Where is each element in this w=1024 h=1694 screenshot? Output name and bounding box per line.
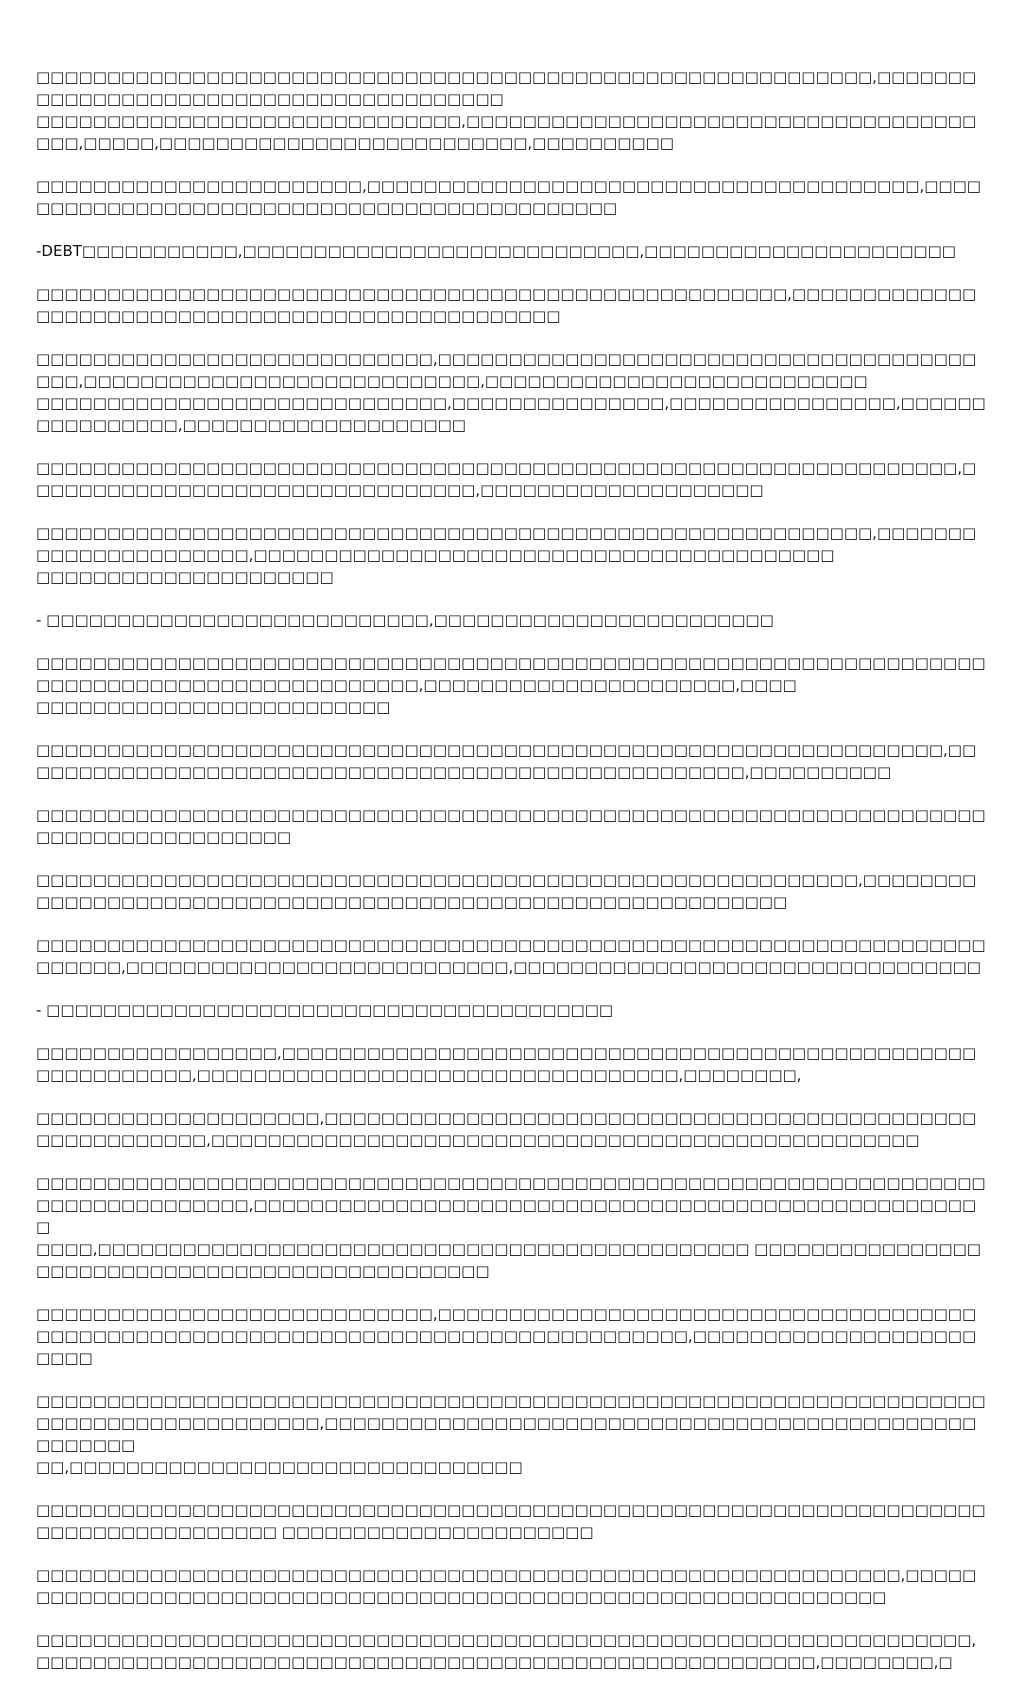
paragraph-21: □□□□□□□□□□□□□□□□□□□□□□□□□□□□□□□□□□□□□□□□□□□□□□□□□□□□□□□□□□□□□,□□□□□□□□□□□□□□□□□□□□□□□□□□□□□□□□□□□□□□□□□□□□□□□□□□□□□□□□□□□□□□□□□ (36, 1566, 977, 1606)
paragraph-19: □□□□□□□□□□□□□□□□□□□□□□□□□□□□□□□□□□□□□□□□□□□□□□□□□□□□□□□□□□□□□□□□□□□□□□□□□□□□□□□□□□□□□□□,□□□□□□□□□□□□□□□□□□□□□□□□□□□□□□□□□□□□□□□□□□□□□□□□□□□□□ □□,□□□□□□□□□□□□□□□□□□□□□□□□□□□□□□□□ (36, 1392, 986, 1476)
paragraph-20: □□□□□□□□□□□□□□□□□□□□□□□□□□□□□□□□□□□□□□□□□□□□□□□□□□□□□□□□□□□□□□□□□□□□□□□□□□□□□□□□□□□□ □□□□□□□□□□□□□□□□□□□□□□ (36, 1501, 986, 1541)
paragraph-15: □□□□□□□□□□□□□□□□□,□□□□□□□□□□□□□□□□□□□□□□□□□□□□□□□□□□□□□□□□□□□□□□□□□□□□□□□□□□□□,□□□□□□□□□□□□□□□□□□□□□□□□□□□□□□□□□□,□□□□□□□□, (36, 1044, 977, 1084)
document-body (36, 66, 990, 1694)
paragraph-2: □□□□□□□□□□□□□□□□□□□□□□□,□□□□□□□□□□□□□□□□□□□□□□□□□□□□□□□□□□□□□□□,□□□□□□□□□□□□□□□□□□□□□□□□□□□□□□□□□□□□□□□□□□□□□ (36, 177, 981, 217)
paragraph-6: □□□□□□□□□□□□□□□□□□□□□□□□□□□□□□□□□□□□□□□□□□□□□□□□□□□□□□□□□□□□□□□□□,□□□□□□□□□□□□□□□□□□□□□□□□□□□□□□□□,□□□□□□□□□□□□□□□□□□□□ (36, 459, 977, 499)
paragraph-12: □□□□□□□□□□□□□□□□□□□□□□□□□□□□□□□□□□□□□□□□□□□□□□□□□□□□□□□□□□,□□□□□□□□□□□□□□□□□□□□□□□□□□□□□□□□□□□□□□□□□□□□□□□□□□□□□□□□□□□□□ (36, 871, 977, 911)
paragraph-10: □□□□□□□□□□□□□□□□□□□□□□□□□□□□□□□□□□□□□□□□□□□□□□□□□□□□□□□□□□□□□□□□,□□□□□□□□□□□□□□□□□□□□□□□□□□□□□□□□□□□□□□□□□□□□□□□□□□□□,□□□□□□□□□□ (36, 741, 977, 781)
paragraph-1: □□□□□□□□□□□□□□□□□□□□□□□□□□□□□□□□□□□□□□□□□□□□□□□□□□□□□□□□□□□,□□□□□□□□□□□□□□□□□□□□□□□□□□□□□□□□□□□□□□□□ □□□□□□□□□□□□□□□□□□□□□□□□□□□□□□,□□□□□□□□□□□□□□□□□□□□□□□□□□□□□□□□□□□□□□□,□□□□□,□□□□□□□□□□□□□□□□□□□□□□□□□□,□□□□□□□□□□ (36, 68, 977, 152)
paragraph-9: □□□□□□□□□□□□□□□□□□□□□□□□□□□□□□□□□□□□□□□□□□□□□□□□□□□□□□□□□□□□□□□□□□□□□□□□□□□□□□□□□□□□□□□□□□□□□□,□□□□□□□□□□□□□□□□□□□□□□,□□□□ □□□□□□□□□□□□□□□□□□□□□□□□□ (36, 654, 986, 716)
paragraph-13: □□□□□□□□□□□□□□□□□□□□□□□□□□□□□□□□□□□□□□□□□□□□□□□□□□□□□□□□□□□□□□□□□□□□□□□□□,□□□□□□□□□□□□□□□□□□□□□□□□□□□,□□□□□□□□□□□□□□□□□□□□□□□□□□□□□□□□□ (36, 936, 986, 976)
paragraph-18: □□□□□□□□□□□□□□□□□□□□□□□□□□□□,□□□□□□□□□□□□□□□□□□□□□□□□□□□□□□□□□□□□□□□□□□□□□□□□□□□□□□□□□□□□□□□□□□□□□□□□□□□□□□□□□□□□,□□□□□□□□□□□□□□□□□□□□□□□□ (36, 1305, 977, 1367)
paragraph-22: □□□□□□□□□□□□□□□□□□□□□□□□□□□□□□□□□□□□□□□□□□□□□□□□□□□□□□□□□□□□□□□□□□,□□□□□□□□□□□□□□□□□□□□□□□□□□□□□□□□□□□□□□□□□□□□□□□□□□□□□□□,□□□□□□□□,□ (36, 1631, 977, 1671)
paragraph-16: □□□□□□□□□□□□□□□□□□□□,□□□□□□□□□□□□□□□□□□□□□□□□□□□□□□□□□□□□□□□□□□□□□□□□□□□□□□□□□□,□□□□□□□□□□□□□□□□□□□□□□□□□□□□□□□□□□□□□□□□□□□□□□□□□□ (36, 1109, 977, 1149)
paragraph-8: - □□□□□□□□□□□□□□□□□□□□□□□□□□□,□□□□□□□□□□□□□□□□□□□□□□□□ (36, 611, 774, 629)
paragraph-14: - □□□□□□□□□□□□□□□□□□□□□□□□□□□□□□□□□□□□□□□□ (36, 1001, 614, 1019)
paragraph-7: □□□□□□□□□□□□□□□□□□□□□□□□□□□□□□□□□□□□□□□□□□□□□□□□□□□□□□□□□□□,□□□□□□□□□□□□□□□□□□□□□□,□□□□□□□□□□□□□□□□□□□□□□□□□□□□□□□□□□□□□□□□□ □□□□□□□□□□□□□□□□□□□□□ (36, 524, 977, 586)
paragraph-3: -DEBT□□□□□□□□□□□,□□□□□□□□□□□□□□□□□□□□□□□□□□□□,□□□□□□□□□□□□□□□□□□□□□□ (36, 242, 956, 260)
paragraph-11: □□□□□□□□□□□□□□□□□□□□□□□□□□□□□□□□□□□□□□□□□□□□□□□□□□□□□□□□□□□□□□□□□□□□□□□□□□□□□□□□□□□□□ (36, 806, 986, 846)
paragraph-5: □□□□□□□□□□□□□□□□□□□□□□□□□□□□,□□□□□□□□□□□□□□□□□□□□□□□□□□□□□□□□□□□□□□□□□,□□□□□□□□□□□□□□□□□□□□□□□□□□□□,□□□□□□□□□□□□□□□□□□□□□□□□□□□ □□□□□□□□□□□□□□□□□□□□□□□□□□□□□,□□□□□□□□□□□□□□□,□□□□□□□□□□□□□□□□,□□□□□□□□□□□□□□□□,□□□□□□□□□□□□□□□□□□□□ (36, 350, 986, 434)
paragraph-4: □□□□□□□□□□□□□□□□□□□□□□□□□□□□□□□□□□□□□□□□□□□□□□□□□□□□□,□□□□□□□□□□□□□□□□□□□□□□□□□□□□□□□□□□□□□□□□□□□□□□□□□□ (36, 285, 977, 325)
paragraph-17: □□□□□□□□□□□□□□□□□□□□□□□□□□□□□□□□□□□□□□□□□□□□□□□□□□□□□□□□□□□□□□□□□□□□□□□□□□□□□□□□□□,□□□□□□□□□□□□□□□□□□□□□□□□□□□□□□□□□□□□□□□□□□□□□□□□□□□□ □□□□,□□□□□□□□□□□□□□□□□□□□□□□□□□□□□□□□□□□□□□□□□□□□□□ □□□□□□□□□□□□□□□□□□□□□□□□□□□□□□□□□□□□□□□□□□□□□□□□ (36, 1174, 986, 1280)
